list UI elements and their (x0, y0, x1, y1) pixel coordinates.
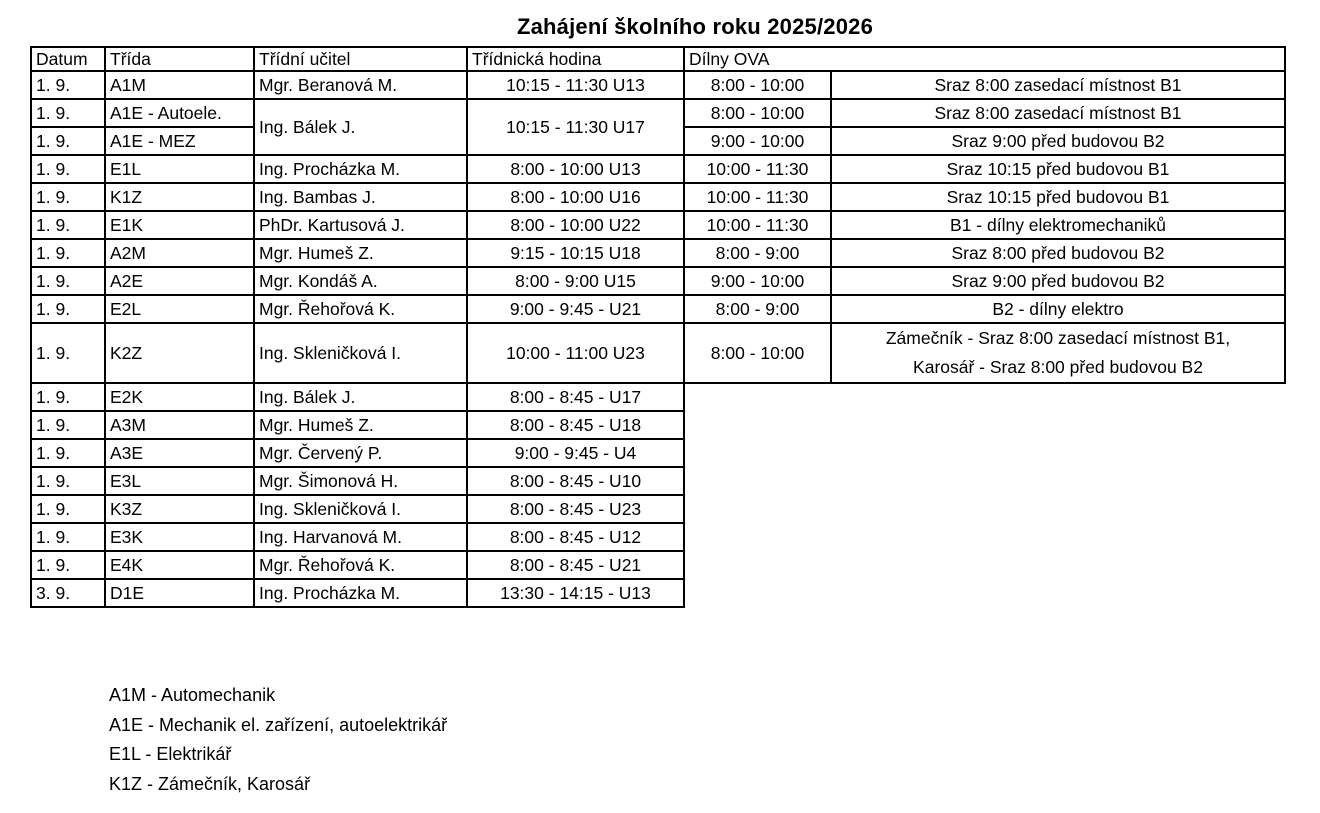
cell-ova-place (831, 323, 1285, 383)
cell-hodina: 9:15 - 10:15 U18 (467, 239, 684, 267)
table-row (31, 551, 1285, 579)
cell-ova-place: B2 - dílny elektro (831, 295, 1285, 323)
cell-datum: 1. 9. (31, 411, 105, 439)
legend (109, 681, 447, 799)
cell-trida: A1E - MEZ (105, 127, 254, 155)
document-title: Zahájení školního roku 2025/2026 (516, 14, 874, 39)
cell-hodina: 8:00 - 8:45 - U12 (467, 523, 684, 551)
cell-ova-place: B1 - dílny elektromechaniků (831, 211, 1285, 239)
cell-ova-place: Sraz 10:15 před budovou B1 (831, 155, 1285, 183)
cell-trida: A1E - Autoele. (105, 99, 254, 127)
cell-ucitel: PhDr. Kartusová J. (254, 211, 467, 239)
cell-datum: 1. 9. (31, 127, 105, 155)
cell-hodina: 8:00 - 8:45 - U18 (467, 411, 684, 439)
table-row (31, 267, 1285, 295)
cell-ova-time: 10:00 - 11:30 (684, 183, 831, 211)
cell-datum: 1. 9. (31, 467, 105, 495)
cell-ucitel: Mgr. Humeš Z. (254, 239, 467, 267)
cell-datum: 1. 9. (31, 211, 105, 239)
cell-ucitel: Ing. Bálek J. (254, 99, 467, 155)
cell-ucitel: Mgr. Červený P. (254, 439, 467, 467)
cell-ova-time: 9:00 - 10:00 (684, 267, 831, 295)
cell-hodina: 8:00 - 8:45 - U10 (467, 467, 684, 495)
cell-ova-place: Sraz 9:00 před budovou B2 (831, 267, 1285, 295)
header-trida: Třída (105, 47, 254, 71)
header-row (31, 47, 1285, 71)
cell-hodina: 8:00 - 10:00 U13 (467, 155, 684, 183)
cell-hodina: 8:00 - 8:45 - U21 (467, 551, 684, 579)
cell-ucitel: Ing. Bálek J. (254, 383, 467, 411)
cell-hodina: 8:00 - 10:00 U22 (467, 211, 684, 239)
cell-trida: K3Z (105, 495, 254, 523)
cell-ova-time: 9:00 - 10:00 (684, 127, 831, 155)
cell-trida: A2M (105, 239, 254, 267)
cell-ova-time: 8:00 - 9:00 (684, 295, 831, 323)
legend-item: E1L - Elektrikář (109, 744, 232, 764)
header-datum: Datum (31, 47, 105, 71)
cell-trida: D1E (105, 579, 254, 607)
cell-datum: 1. 9. (31, 267, 105, 295)
table-row (31, 155, 1285, 183)
cell-datum: 1. 9. (31, 295, 105, 323)
cell-hodina: 8:00 - 8:45 - U23 (467, 495, 684, 523)
table-row (31, 295, 1285, 323)
cell-datum: 1. 9. (31, 323, 105, 383)
cell-ova-time: 8:00 - 10:00 (684, 323, 831, 383)
table-row (31, 239, 1285, 267)
cell-ova-time: 8:00 - 10:00 (684, 99, 831, 127)
legend-item: A1E - Mechanik el. zařízení, autoelektrikář (109, 714, 448, 735)
ova-place-line-2: Karosář - Sraz 8:00 před budovou B2 (913, 357, 1203, 377)
table-row (31, 579, 1285, 607)
cell-hodina: 10:15 - 11:30 U17 (467, 99, 684, 155)
table-row (31, 323, 1285, 383)
table-row (31, 99, 1285, 127)
cell-trida: K1Z (105, 183, 254, 211)
cell-ova-time: 8:00 - 10:00 (684, 71, 831, 99)
table-row (31, 439, 1285, 467)
cell-trida: E1L (105, 155, 254, 183)
cell-trida: E2L (105, 295, 254, 323)
cell-ova-place: Sraz 8:00 zasedací místnost B1 (831, 99, 1285, 127)
cell-trida: E4K (105, 551, 254, 579)
cell-datum: 1. 9. (31, 183, 105, 211)
cell-ucitel: Ing. Skleničková I. (254, 323, 467, 383)
cell-ucitel: Mgr. Šimonová H. (254, 467, 467, 495)
schedule-table (30, 46, 1286, 608)
cell-trida: A1M (105, 71, 254, 99)
table-row (31, 523, 1285, 551)
cell-ucitel: Mgr. Humeš Z. (254, 411, 467, 439)
table-row (31, 495, 1285, 523)
cell-hodina: 13:30 - 14:15 - U13 (467, 579, 684, 607)
cell-ucitel: Ing. Procházka M. (254, 579, 467, 607)
header-hodina: Třídnická hodina (467, 47, 684, 71)
cell-ucitel: Mgr. Kondáš A. (254, 267, 467, 295)
cell-ova-time: 8:00 - 9:00 (684, 239, 831, 267)
cell-ucitel: Ing. Skleničková I. (254, 495, 467, 523)
cell-trida: E1K (105, 211, 254, 239)
cell-ova-place: Sraz 10:15 před budovou B1 (831, 183, 1285, 211)
table-row (31, 383, 1285, 411)
cell-datum: 1. 9. (31, 439, 105, 467)
cell-datum: 1. 9. (31, 99, 105, 127)
cell-trida: A2E (105, 267, 254, 295)
header-ucitel: Třídní učitel (254, 47, 467, 71)
cell-datum: 1. 9. (31, 495, 105, 523)
cell-hodina: 8:00 - 10:00 U16 (467, 183, 684, 211)
ova-place-line-1: Zámečník - Sraz 8:00 zasedací místnost B1, (885, 328, 1231, 348)
cell-ova-place: Sraz 9:00 před budovou B2 (831, 127, 1285, 155)
header-dilny: Dílny OVA (684, 47, 1285, 71)
cell-trida: A3E (105, 439, 254, 467)
cell-ova-time: 10:00 - 11:30 (684, 155, 831, 183)
cell-trida: E3K (105, 523, 254, 551)
legend-item: K1Z - Zámečník, Karosář (109, 773, 311, 794)
cell-ucitel: Mgr. Řehořová K. (254, 295, 467, 323)
cell-datum: 3. 9. (31, 579, 105, 607)
cell-ucitel: Mgr. Beranová M. (254, 71, 467, 99)
cell-datum: 1. 9. (31, 71, 105, 99)
cell-trida: E2K (105, 383, 254, 411)
table-row (31, 467, 1285, 495)
cell-trida: A3M (105, 411, 254, 439)
table-row (31, 183, 1285, 211)
cell-ova-place: Sraz 8:00 před budovou B2 (831, 239, 1285, 267)
cell-ucitel: Ing. Harvanová M. (254, 523, 467, 551)
cell-datum: 1. 9. (31, 383, 105, 411)
cell-hodina: 8:00 - 9:00 U15 (467, 267, 684, 295)
table-row (31, 411, 1285, 439)
cell-datum: 1. 9. (31, 551, 105, 579)
table-row (31, 211, 1285, 239)
cell-hodina: 9:00 - 9:45 - U21 (467, 295, 684, 323)
cell-hodina: 10:00 - 11:00 U23 (467, 323, 684, 383)
cell-ucitel: Mgr. Řehořová K. (254, 551, 467, 579)
cell-datum: 1. 9. (31, 523, 105, 551)
cell-trida: K2Z (105, 323, 254, 383)
cell-hodina: 8:00 - 8:45 - U17 (467, 383, 684, 411)
cell-trida: E3L (105, 467, 254, 495)
cell-ova-time: 10:00 - 11:30 (684, 211, 831, 239)
table-row (31, 71, 1285, 99)
cell-datum: 1. 9. (31, 239, 105, 267)
cell-datum: 1. 9. (31, 155, 105, 183)
cell-ucitel: Ing. Bambas J. (254, 183, 467, 211)
cell-ucitel: Ing. Procházka M. (254, 155, 467, 183)
legend-item: A1M - Automechanik (109, 685, 276, 705)
cell-hodina: 10:15 - 11:30 U13 (467, 71, 684, 99)
cell-hodina: 9:00 - 9:45 - U4 (467, 439, 684, 467)
cell-ova-place: Sraz 8:00 zasedací místnost B1 (831, 71, 1285, 99)
